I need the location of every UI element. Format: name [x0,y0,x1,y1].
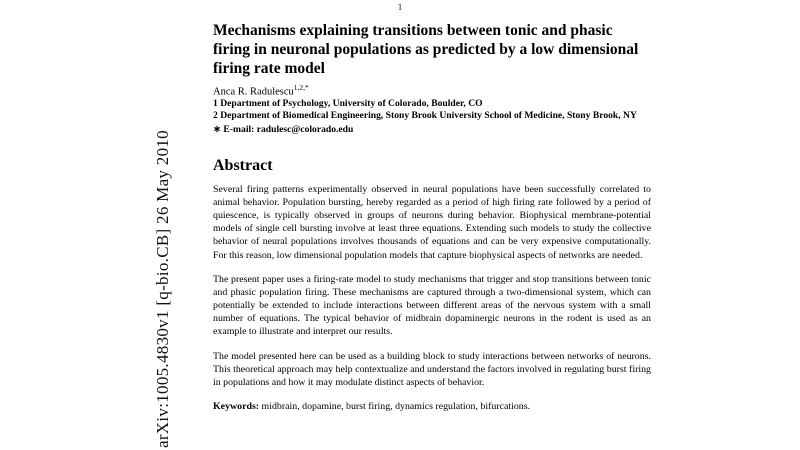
page-title: Mechanisms explaining transitions between tonic and phasic firing in neuronal populations as predicted by a low dimensional firing rate model [213,22,639,77]
arxiv-stamp-text: arXiv:1005.4830v1 [q-bio.CB] 26 May 2010 [153,130,172,448]
abstract-paragraph-3: The model presented here can be used as a building block to study interactions between networks of neurons. This theoretical approach may help contextualize and understand the factors involved in regulating burst firing in populations and how it may modulate distinct aspects of behavior. [213,350,651,388]
document-body [213,22,651,413]
affiliation-1: 1 Department of Psychology, University of Colorado, Boulder, CO [213,98,483,110]
keywords-value: midbrain, dopamine, burst firing, dynamics regulation, bifurcations. [261,401,531,413]
author-name: Anca R. Radulescu [213,86,294,98]
keywords-line [213,400,651,413]
abstract-paragraph-1: Several firing patterns experimentally observed in neural populations have been successfully correlated to animal behavior. Population bursting, hereby regarded as a period of high firing rate followed by a period of quiescence, is typically observed in groups of neurons during behavior. Biophysical membrane-potential models of single cell bursting involve at least three equations. Extending such models to study the collective behavior of neural populations involves thousands of equations and can be very expensive computationally. For this reason, low dimensional population models that capture biophysical aspects of networks are needed. [213,183,651,261]
page-number: 1 [397,2,403,12]
abstract-heading: Abstract [213,156,273,174]
arxiv-stamp [0,0,200,450]
affiliation-2: 2 Department of Biomedical Engineering, Stony Brook University School of Medicine, Stony Brook, NY [213,110,637,122]
corresponding-email: ∗ E-mail: radulesc@colorado.edu [213,123,354,135]
keywords-label: Keywords: [213,401,260,413]
author-line [213,83,651,98]
abstract-paragraph-2: The present paper uses a firing-rate model to study mechanisms that trigger and stop transitions between tonic and phasic population firing. These mechanisms are captured through a two-dimensional system, which can potentially be extended to include interactions between different areas of the nervous system with a small number of equations. The typical behavior of midbrain dopaminergic neurons in the rodent is used as an example to illustrate and interpret our results. [213,273,651,338]
author-affiliation-marker: 1,2,* [293,82,309,92]
